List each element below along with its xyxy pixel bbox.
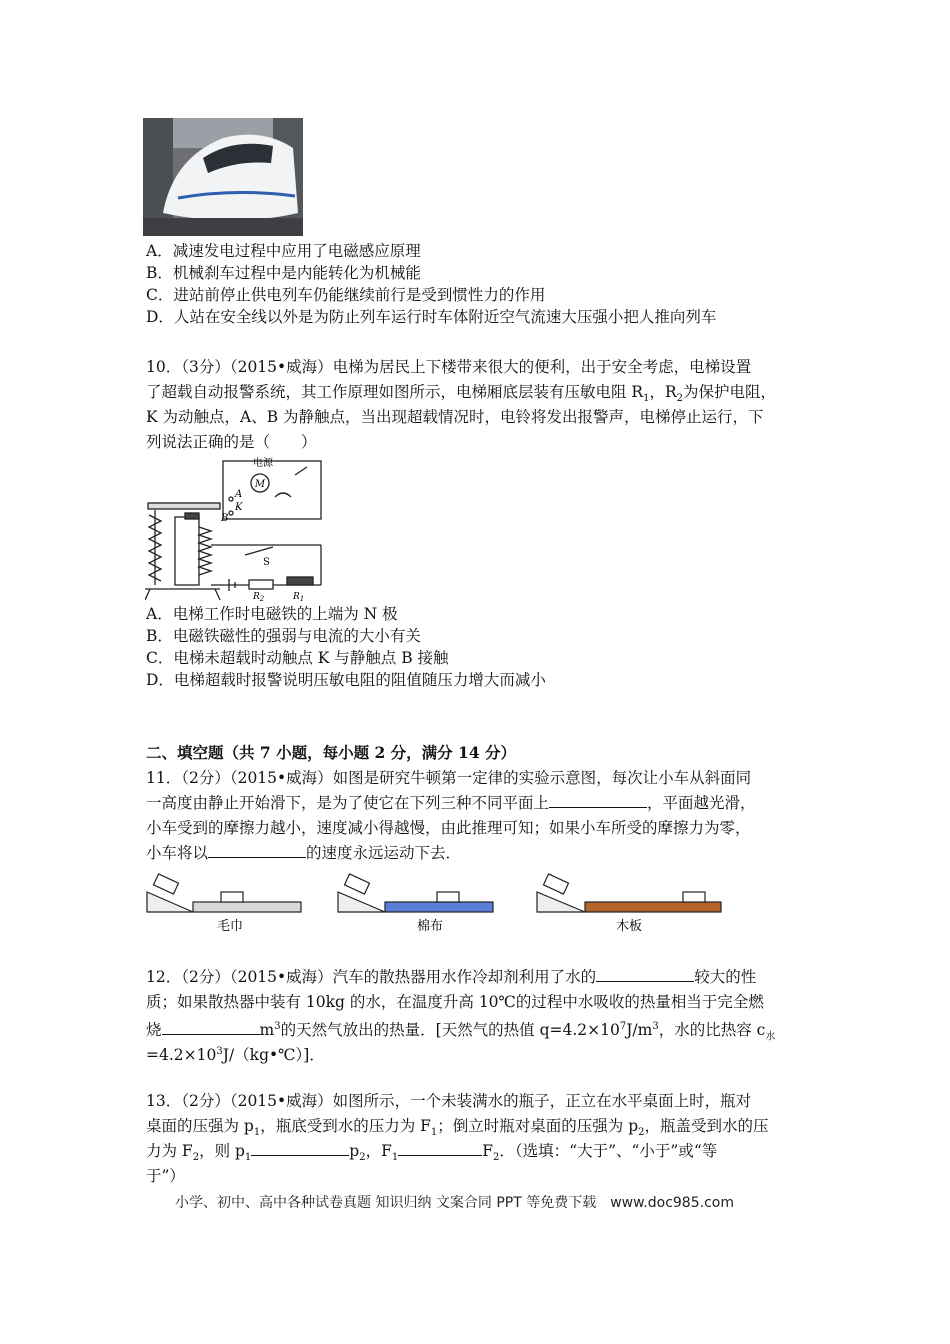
circuit-contact-a-label: A	[235, 489, 243, 500]
circuit-r1-label: $R_1$	[293, 592, 305, 601]
q11-blank-2[interactable]	[208, 843, 306, 858]
surface-label-board: 木板	[615, 919, 643, 934]
q13-blank-2[interactable]	[398, 1141, 482, 1156]
train-photo	[143, 118, 303, 236]
circuit-power-label: 电源	[253, 458, 273, 469]
q10-line-2: 了超载自动报警系统，其工作原理如图所示，电梯厢底层装有压敏电阻 $R_1$，$R_2$为保护电阻，	[146, 383, 777, 405]
q13-line-3: 力为 $F_2$，则 $p_1$ $p_2$，$F_1$ $F_2$．（选填：“大于”、“小于”或“等	[146, 1142, 718, 1164]
q12-blank-2[interactable]	[162, 1020, 260, 1035]
q9-option-c: C．进站前停止供电列车仍能继续前行是受到惯性力的作用	[146, 286, 546, 304]
q12-line-4: $=4.2\times 10^3J/(kg•℃)$]．	[146, 1046, 325, 1065]
circuit-switch-label: S	[263, 557, 270, 568]
newton-first-law-figure	[145, 870, 725, 936]
q10-option-b: B．电磁铁磁性的强弱与电流的大小有关	[146, 627, 421, 645]
q11-line-2: 一高度由静止开始滑下，是为了使它在下列三种不同平面上 ，平面越光滑，	[146, 794, 756, 812]
q13-line-2: 桌面的压强为 $p_1$，瓶底受到水的压力为 $F_1$；倒立时瓶对桌面的压强为 $p_2$，瓶盖受到水的压	[146, 1117, 769, 1139]
q10-line-3: K 为动触点，A、B 为静触点，当出现超载情况时，电铃将发出报警声，电梯停止运行，下	[146, 408, 764, 426]
q12-blank-1[interactable]	[596, 967, 694, 982]
q10-option-d: D．电梯超载时报警说明压敏电阻的阻值随压力增大而减小	[146, 671, 546, 689]
towel-surface	[193, 902, 301, 912]
circuit-contact-k-label: K	[235, 502, 243, 513]
surface-label-towel: 毛巾	[216, 919, 244, 934]
q9-option-d: D．人站在安全线以外是为防止列车运行时车体附近空气流速大压强小把人推向列车	[146, 308, 717, 326]
circuit-contact-b-label: B	[221, 513, 229, 524]
elevator-circuit-diagram	[145, 455, 325, 601]
q10-option-c: C．电梯未超载时动触点 K 与静触点 B 接触	[146, 649, 449, 667]
cotton-surface	[385, 902, 493, 912]
circuit-r2-label: $R_2$	[253, 592, 265, 601]
q10-option-a: A．电梯工作时电磁铁的上端为 N 极	[146, 605, 398, 623]
q12-line-1: 12．（2分）（2015•威海）汽车的散热器用水作冷却剂利用了水的 较大的性	[146, 968, 757, 986]
q11-line-1: 11．（2分）（2015•威海）如图是研究牛顿第一定律的实验示意图，每次让小车从斜面同	[146, 769, 752, 787]
page-footer: 小学、初中、高中各种试卷真题 知识归纳 文案合同 PPT 等免费下载 www.doc985.com	[175, 1195, 734, 1211]
q9-option-a: A．减速发电过程中应用了电磁感应原理	[146, 242, 421, 260]
board-surface	[585, 902, 721, 912]
circuit-motor-label: M	[254, 479, 266, 490]
q9-option-b: B．机械刹车过程中是内能转化为机械能	[146, 264, 421, 282]
q13-line-1: 13．（2分）（2015•威海）如图所示，一个未装满水的瓶子，正立在水平桌面上时，瓶对	[146, 1092, 752, 1110]
q13-line-4: 于”）	[146, 1167, 185, 1185]
q11-line-3: 小车受到的摩擦力越小，速度减小得越慢，由此推理可知；如果小车所受的摩擦力为零，	[146, 819, 751, 837]
q12-line-3: 烧 $m^3$的天然气放出的热量．[天然气的热值 $q=4.2\times 10^7J/m^3$，水的比热容 $c_水$	[146, 1021, 776, 1043]
section-2-heading: 二、填空题（共 7 小题，每小题 2 分，满分 14 分）	[146, 743, 517, 762]
q13-blank-1[interactable]	[251, 1141, 349, 1156]
q10-line-1: 10．（3分）（2015•威海）电梯为居民上下楼带来很大的便利，出于安全考虑，电梯设置	[146, 358, 752, 376]
surface-label-cotton: 棉布	[416, 919, 444, 934]
q10-line-4: 列说法正确的是（ ）	[146, 433, 317, 451]
q11-blank-1[interactable]	[549, 793, 647, 808]
q11-line-4: 小车将以 的速度永远运动下去．	[146, 844, 462, 862]
q12-line-2: 质；如果散热器中装有 10kg 的水，在温度升高 10℃的过程中水吸收的热量相当于完全燃	[146, 993, 764, 1011]
